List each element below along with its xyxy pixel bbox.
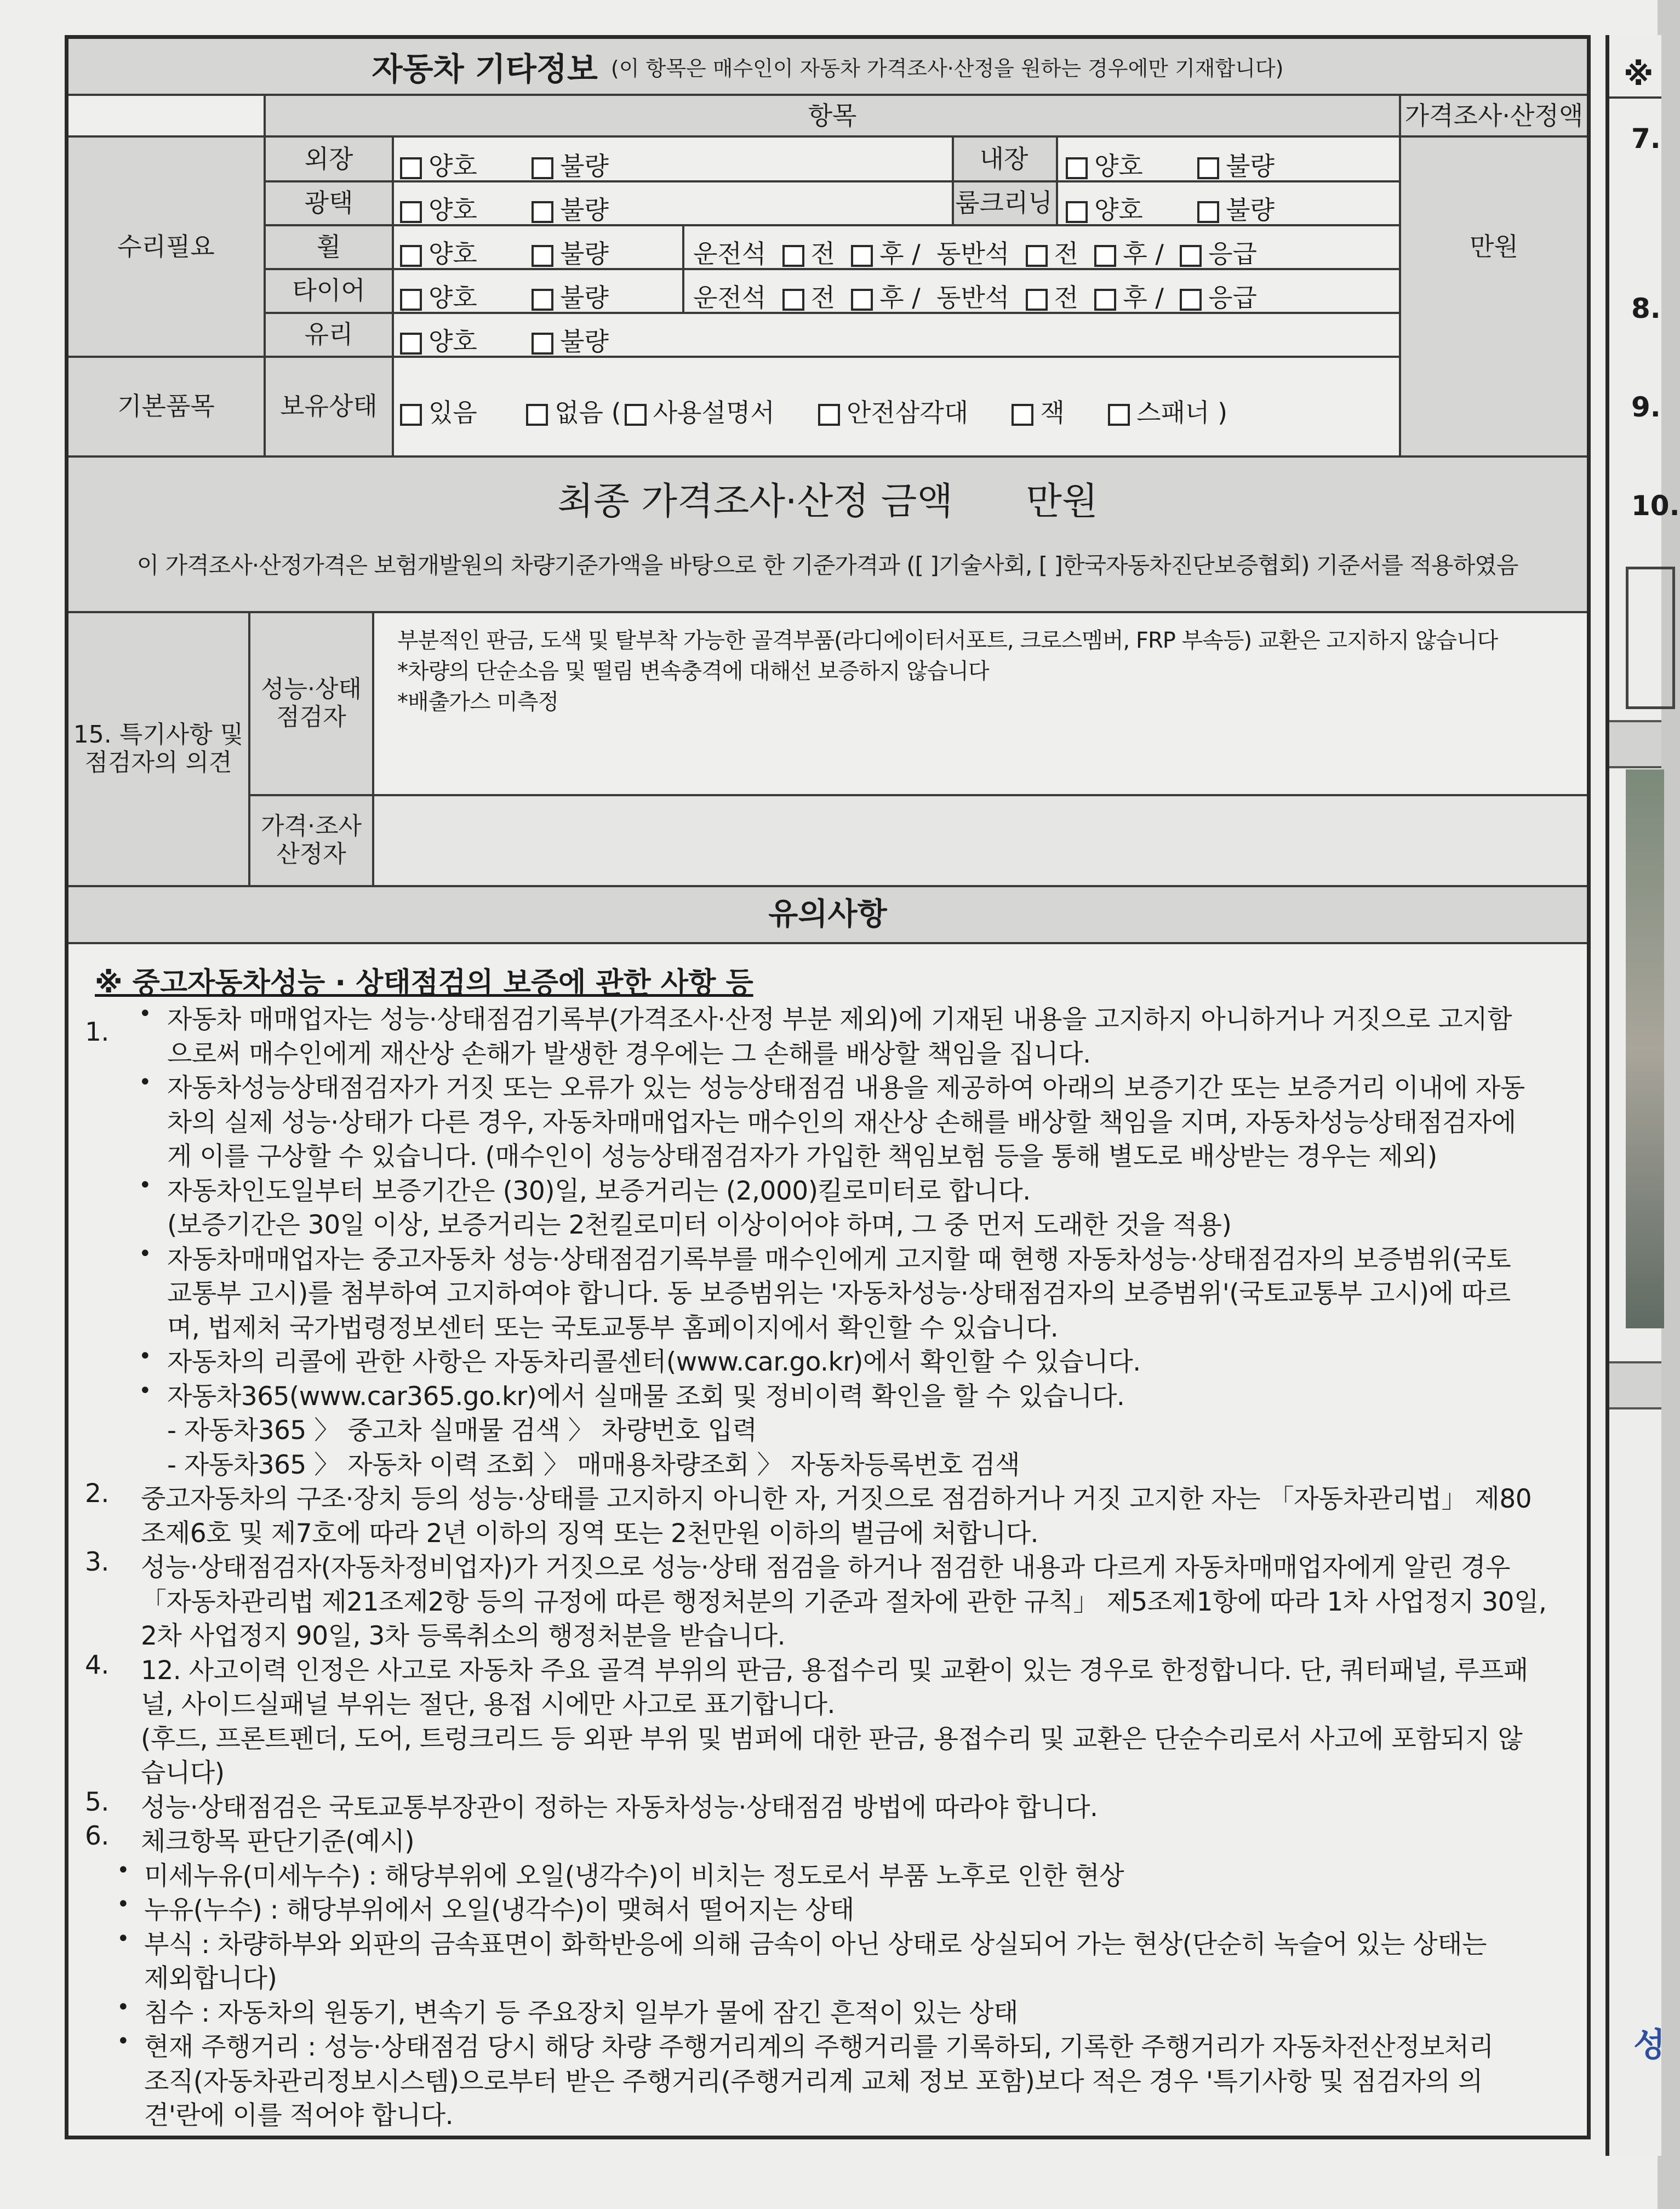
notice-line: 자동차365(www.car365.go.kr)에서 실매물 조회 및 정비이력 확인을 할 수 있습니다. — [167, 1381, 1125, 1412]
notice-line: - 자동차365 〉 중고차 실매물 검색 〉 차량번호 입력 — [167, 1415, 757, 1446]
notice-bullet: • — [117, 1857, 130, 1883]
notice-line: 미세누유(미세누수) : 해당부위에 오일(냉각수)이 비치는 정도로서 부품 노후로 인한 현상 — [144, 1860, 1124, 1891]
col-item-header: 항목 — [808, 100, 857, 130]
gloss-options: 양호 불량 — [400, 190, 609, 226]
notice-line: 널, 사이드실패널 부위는 절단, 용접 시에만 사고로 표기합니다. — [141, 1689, 835, 1720]
exterior-options: 양호 불량 — [400, 146, 609, 182]
wheel-bad-checkbox[interactable] — [532, 245, 553, 267]
wheel-passenger-front-checkbox[interactable] — [1026, 245, 1048, 267]
notice-bullet: • — [117, 1994, 130, 2020]
side-blue-text: 성 — [1633, 2026, 1665, 2064]
notice-bullet: • — [139, 1001, 152, 1026]
special-notes-label: 15. 특기사항 및 점검자의 의견 — [73, 721, 244, 777]
notice-number: 1. — [85, 1017, 109, 1047]
notice-number: 3. — [85, 1547, 109, 1577]
holding-none-checkbox[interactable] — [526, 404, 548, 426]
tire-good-checkbox[interactable] — [400, 289, 422, 311]
notice-heading: ※ 중고자동차성능 · 상태점검의 보증에 관한 사항 등 — [95, 967, 753, 1000]
side-band-2 — [1609, 1361, 1661, 1409]
notice-line: 12. 사고이력 인정은 사고로 자동차 주요 골격 부위의 판금, 용접수리 및 교환이 있는 경우로 한정합니다. 단, 쿼터패널, 루프패 — [141, 1655, 1528, 1686]
notice-line: 현재 주행거리 : 성능·상태점검 당시 해당 차량 주행거리계의 주행거리를 기록하되, 기록한 주행거리가 자동차전산정보처리 — [144, 2032, 1494, 2062]
notice-line: 제외합니다) — [144, 1963, 277, 1994]
notice-line: 부식 : 차량하부와 외판의 금속표면이 화학반응에 의해 금속이 아닌 상태로 상실되어 가는 현상(단순히 녹슬어 있는 상태는 — [144, 1929, 1487, 1960]
side-number-10: 10. — [1631, 490, 1680, 522]
wheel-options: 양호 불량 — [400, 234, 609, 270]
section-title — [68, 39, 1587, 94]
row-tire-label: 타이어 — [292, 275, 365, 305]
row-exterior-label: 외장 — [304, 144, 353, 174]
tire-driver-front-checkbox[interactable] — [782, 289, 804, 311]
notice-line: 성능·상태점검은 국토교통부장관이 정하는 자동차성능·상태점검 방법에 따라야 합니다. — [141, 1792, 1098, 1823]
wheel-good-checkbox[interactable] — [400, 245, 422, 267]
exterior-good-checkbox[interactable] — [400, 157, 422, 179]
notice-line: 중고자동차의 구조·장치 등의 성능·상태를 고지하지 아니한 자, 거짓으로 점검하거나 거짓 고지한 자는 「자동차관리법」 제80 — [141, 1484, 1532, 1514]
wheel-position-options: 운전석 전 후 / 동반석 전 후 / 응급 — [693, 239, 1257, 269]
row-holding-label: 보유상태 — [280, 391, 378, 421]
notice-number: 2. — [85, 1479, 109, 1509]
roomclean-options: 양호 불량 — [1066, 190, 1275, 226]
inspection-form — [65, 35, 1591, 2139]
interior-options: 양호 불량 — [1066, 146, 1275, 182]
notice-title: 유의사항 — [768, 896, 887, 932]
notice-line: 자동차매매업자는 중고자동차 성능·상태점검기록부를 매수인에게 고지할 때 현행 자동차성능·상태점검자의 보증범위(국토 — [167, 1244, 1511, 1275]
side-number-8: 8. — [1631, 293, 1661, 324]
basic-items-label: 기본품목 — [117, 391, 215, 421]
side-mark: ※ — [1624, 57, 1654, 93]
row-interior-label: 내장 — [979, 144, 1028, 174]
roomclean-good-checkbox[interactable] — [1066, 201, 1088, 223]
notice-line: 조제6호 및 제7호에 따라 2년 이하의 징역 또는 2천만원 이하의 벌금에 처합니다. — [141, 1518, 1038, 1549]
side-number-9: 9. — [1631, 391, 1661, 423]
final-amount-note: 이 가격조사·산정가격은 보험개발원의 차량기준가액을 바탕으로 한 기준가격과 ([ ]기술사회, [ ]한국자동차진단보증협회) 기준서를 적용하였음 — [136, 552, 1518, 579]
tire-passenger-front-checkbox[interactable] — [1026, 289, 1048, 311]
glass-options: 양호 불량 — [400, 322, 609, 358]
jack-checkbox[interactable] — [1012, 404, 1033, 426]
notice-bullet: • — [139, 1070, 152, 1095]
inspector-note-1: 부분적인 판금, 도색 및 탈부착 가능한 골격부품(라디에이터서포트, 크로스멤버, FRP 부속등) 교환은 고지하지 않습니다 — [397, 628, 1498, 653]
notice-line: 침수 : 자동차의 원동기, 변속기 등 주요장치 일부가 물에 잠긴 흔적이 있는 상태 — [144, 1997, 1019, 2028]
notice-bullet: • — [117, 1892, 130, 1917]
side-number-7: 7. — [1631, 123, 1661, 155]
side-box — [1626, 567, 1675, 709]
tire-bad-checkbox[interactable] — [532, 289, 553, 311]
row-roomclean-label: 룸크리닝 — [955, 187, 1053, 218]
interior-good-checkbox[interactable] — [1066, 157, 1088, 179]
notice-line: 습니다) — [141, 1758, 225, 1788]
spanner-checkbox[interactable] — [1108, 404, 1130, 426]
wheel-passenger-rear-checkbox[interactable] — [1094, 245, 1116, 267]
notice-line: 며, 법제처 국가법령정보센터 또는 국토교통부 홈페이지에서 확인할 수 있습니다. — [167, 1312, 1059, 1343]
tire-options: 양호 불량 — [400, 278, 609, 314]
notice-line: 체크항목 판단기준(예시) — [141, 1826, 415, 1857]
tire-emergency-checkbox[interactable] — [1180, 289, 1202, 311]
notice-number: 5. — [85, 1786, 109, 1817]
appraiser-field[interactable] — [374, 796, 1587, 885]
notice-line: 게 이를 구상할 수 있습니다. (매수인이 성능상태점검자가 가입한 책임보험 등을 통해 별도로 배상받는 경우는 제외) — [167, 1141, 1437, 1172]
wheel-driver-front-checkbox[interactable] — [782, 245, 804, 267]
holding-has-checkbox[interactable] — [400, 404, 422, 426]
tire-driver-rear-checkbox[interactable] — [851, 289, 873, 311]
row-wheel-label: 휠 — [316, 231, 341, 261]
inspector-note-2: *차량의 단순소음 및 떨림 변속충격에 대해선 보증하지 않습니다 — [397, 659, 989, 684]
holding-options: 있음 없음 ( 사용설명서 안전삼각대 잭 스패너 ) — [400, 393, 1227, 429]
repair-needed-label: 수리필요 — [117, 231, 215, 261]
tire-passenger-rear-checkbox[interactable] — [1094, 289, 1116, 311]
notice-bullet: • — [139, 1344, 152, 1369]
notice-number: 6. — [85, 1821, 109, 1851]
notice-line: 교통부 고시)를 첨부하여 고지하여야 합니다. 동 보증범위는 '자동차성능·상태점검자의 보증범위'(국토교통부 고시)에 따르 — [167, 1278, 1511, 1309]
roomclean-bad-checkbox[interactable] — [1197, 201, 1219, 223]
notice-bullet: • — [139, 1241, 152, 1266]
price-unit: 만원 — [1470, 231, 1518, 261]
notice-line: (후드, 프론트펜더, 도어, 트렁크리드 등 외판 부위 및 범퍼에 대한 판금, 용접수리 및 교환은 단순수리로서 사고에 포함되지 않 — [141, 1723, 1523, 1754]
appraiser-label: 가격·조사 산정자 — [260, 812, 362, 868]
wheel-driver-rear-checkbox[interactable] — [851, 245, 873, 267]
side-photo — [1626, 769, 1664, 1328]
section-title-text: 자동차 기타정보 — [372, 50, 598, 88]
row-glass-label: 유리 — [304, 319, 353, 349]
triangle-checkbox[interactable] — [818, 404, 840, 426]
notice-line: 「자동차관리법 제21조제2항 등의 규정에 따른 행정처분의 기준과 절차에 관한 규칙」 제5조제1항에 따라 1차 사업정지 30일, — [141, 1586, 1547, 1617]
notice-line: 누유(누수) : 해당부위에서 오일(냉각수)이 맺혀서 떨어지는 상태 — [144, 1895, 854, 1925]
notice-bullet: • — [139, 1378, 152, 1403]
notice-line: 견'란에 이를 적어야 합니다. — [144, 2100, 454, 2131]
notice-line: 자동차 매매업자는 성능·상태점검기록부(가격조사·산정 부분 제외)에 기재된 내용을 고지하지 아니하거나 거짓으로 고지함 — [167, 1004, 1512, 1035]
row-gloss-label: 광택 — [304, 187, 353, 218]
notice-bullet: • — [117, 2029, 130, 2054]
tire-position-options: 운전석 전 후 / 동반석 전 후 / 응급 — [693, 283, 1257, 312]
inspector-note-3: *배출가스 미측정 — [397, 689, 559, 715]
inspector-label: 성능·상태 점검자 — [260, 675, 362, 731]
notice-line: 2차 사업정지 90일, 3차 등록취소의 행정처분을 받습니다. — [141, 1621, 786, 1651]
notice-line: 자동차의 리콜에 관한 사항은 자동차리콜센터(www.car.go.kr)에서 확인할 수 있습니다. — [167, 1347, 1141, 1377]
notice-number: 4. — [85, 1649, 109, 1680]
section-title-subtitle: (이 항목은 매수인이 자동차 가격조사·산정을 원하는 경우에만 기재합니다) — [610, 56, 1284, 81]
notice-line: 으로써 매수인에게 재산상 손해가 발생한 경우에는 그 손해를 배상할 책임을 집니다. — [167, 1038, 1091, 1069]
gloss-bad-checkbox[interactable] — [532, 201, 553, 223]
notice-line: - 자동차365 〉 자동차 이력 조회 〉 매매용차량조회 〉 자동차등록번호 검색 — [167, 1449, 1020, 1480]
exterior-bad-checkbox[interactable] — [532, 157, 553, 179]
notice-bullet: • — [117, 1926, 130, 1951]
glass-bad-checkbox[interactable] — [532, 333, 553, 355]
side-band — [1609, 720, 1661, 768]
inspector-notes — [397, 625, 1575, 717]
glass-good-checkbox[interactable] — [400, 333, 422, 355]
interior-bad-checkbox[interactable] — [1197, 157, 1219, 179]
final-amount-title: 최종 가격조사·산정 금액 만원 — [557, 480, 1098, 523]
notice-line: 성능·상태점검자(자동차정비업자)가 거짓으로 성능·상태 점검을 하거나 점검한 내용과 다르게 자동차매매업자에게 알린 경우 — [141, 1552, 1510, 1583]
notice-bullet: • — [139, 1172, 152, 1198]
manual-checkbox[interactable] — [625, 404, 647, 426]
col-price-header: 가격조사·산정액 — [1404, 100, 1584, 130]
notice-line: (보증기간은 30일 이상, 보증거리는 2천킬로미터 이상이어야 하며, 그 중 먼저 도래한 것을 적용) — [167, 1210, 1232, 1240]
notice-line: 조직(자동차관리정보시스템)으로부터 받은 주행거리(주행거리계 교체 정보 포함)보다 적은 경우 '특기사항 및 점검자의 의 — [144, 2066, 1483, 2097]
gloss-good-checkbox[interactable] — [400, 201, 422, 223]
notice-line: 차의 실제 성능·상태가 다른 경우, 자동차매매업자는 매수인의 재산상 손해를 배상할 책임을 지며, 자동차성능상태점검자에 — [167, 1107, 1516, 1138]
adjacent-page — [1605, 35, 1680, 2156]
notice-line: 자동차성능상태점검자가 거짓 또는 오류가 있는 성능상태점검 내용을 제공하여 아래의 보증기간 또는 보증거리 이내에 자동 — [167, 1073, 1525, 1103]
wheel-emergency-checkbox[interactable] — [1180, 245, 1202, 267]
notice-line: 자동차인도일부터 보증기간은 (30)일, 보증거리는 (2,000)킬로미터로 합니다. — [167, 1175, 1031, 1206]
